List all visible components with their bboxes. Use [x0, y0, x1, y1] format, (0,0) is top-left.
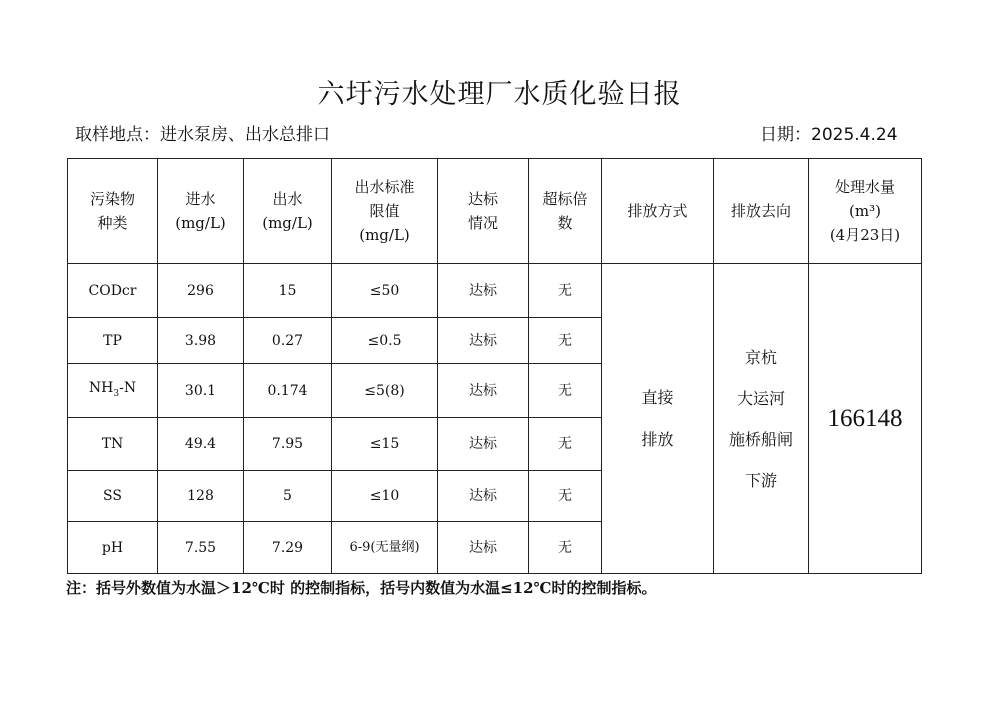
effluent-cell: 7.29 — [244, 522, 332, 574]
footnote: 注：括号外数值为水温＞12℃时 的控制指标，括号内数值为水温≤12℃时的控制指标。 — [66, 579, 657, 597]
table-row — [68, 264, 922, 318]
pollutant-cell — [68, 364, 158, 418]
header-compliance-line2: 情况 — [467, 214, 498, 232]
effluent-cell: 5 — [244, 471, 332, 522]
status-cell: 达标 — [438, 471, 529, 522]
header-volume-line2: (m³) — [849, 202, 881, 220]
influent-cell: 3.98 — [158, 318, 244, 364]
pollutant-tail: -N — [119, 379, 137, 396]
discharge-direction-line2: 大运河 — [736, 388, 785, 408]
limit-cell: 6-9(无量纲) — [332, 522, 438, 574]
status-cell: 达标 — [438, 418, 529, 471]
pollutant-cell: SS — [68, 471, 158, 522]
limit-cell: ≤15 — [332, 418, 438, 471]
influent-cell: 7.55 — [158, 522, 244, 574]
pollutant-cell: CODcr — [68, 264, 158, 318]
header-row — [68, 159, 922, 264]
effluent-cell: 0.174 — [244, 364, 332, 418]
header-limit-line3: (mg/L) — [359, 226, 410, 244]
influent-cell: 30.1 — [158, 364, 244, 418]
header-volume — [809, 159, 922, 264]
pollutant-subscript: 3 — [113, 388, 120, 399]
header-pollutant-line1: 污染物 — [89, 190, 135, 208]
header-pollutant-line2: 种类 — [97, 214, 128, 232]
effluent-cell: 0.27 — [244, 318, 332, 364]
header-effluent-line2: (mg/L) — [262, 214, 313, 232]
header-exceed-line2: 数 — [557, 214, 573, 232]
effluent-cell: 15 — [244, 264, 332, 318]
pollutant-cell: pH — [68, 522, 158, 574]
status-cell: 达标 — [438, 264, 529, 318]
header-volume-line3: (4月23日) — [829, 226, 901, 244]
header-limit-line2: 限值 — [369, 202, 400, 220]
treated-volume-value: 166148 — [809, 264, 922, 574]
page-title: 六圩污水处理厂水质化验日报 — [317, 79, 682, 110]
status-cell: 达标 — [438, 318, 529, 364]
header-influent-line1: 进水 — [185, 190, 216, 208]
discharge-direction-line1: 京杭 — [744, 347, 777, 367]
header-influent-line2: (mg/L) — [175, 214, 226, 232]
header-compliance-line1: 达标 — [467, 190, 498, 208]
header-pollutant — [68, 159, 158, 264]
header-compliance — [438, 159, 529, 264]
exceed-cell: 无 — [529, 471, 602, 522]
discharge-method-cell — [602, 264, 714, 574]
header-exceed-line1: 超标倍 — [542, 190, 588, 208]
header-effluent-line1: 出水 — [272, 190, 303, 208]
header-effluent — [244, 159, 332, 264]
influent-cell: 296 — [158, 264, 244, 318]
effluent-cell: 7.95 — [244, 418, 332, 471]
pollutant-main: NH — [88, 379, 114, 396]
water-quality-table — [67, 158, 922, 574]
limit-cell: ≤0.5 — [332, 318, 438, 364]
header-influent — [158, 159, 244, 264]
header-discharge-method: 排放方式 — [602, 159, 714, 264]
pollutant-cell: TN — [68, 418, 158, 471]
limit-cell: ≤5(8) — [332, 364, 438, 418]
report-date: 日期：2025.4.24 — [760, 125, 898, 145]
discharge-direction-line3: 施桥船闸 — [728, 429, 793, 449]
pollutant-cell: TP — [68, 318, 158, 364]
influent-cell: 128 — [158, 471, 244, 522]
header-limit — [332, 159, 438, 264]
discharge-direction-line4: 下游 — [744, 470, 777, 490]
limit-cell: ≤50 — [332, 264, 438, 318]
exceed-cell: 无 — [529, 364, 602, 418]
exceed-cell: 无 — [529, 264, 602, 318]
exceed-cell: 无 — [529, 318, 602, 364]
sampling-location: 取样地点：进水泵房、出水总排口 — [75, 125, 330, 145]
header-limit-line1: 出水标准 — [354, 178, 415, 196]
discharge-method-line2: 排放 — [641, 429, 674, 449]
status-cell: 达标 — [438, 364, 529, 418]
limit-cell: ≤10 — [332, 471, 438, 522]
influent-cell: 49.4 — [158, 418, 244, 471]
discharge-direction-cell — [714, 264, 809, 574]
header-exceed — [529, 159, 602, 264]
discharge-method-line1: 直接 — [641, 387, 674, 407]
header-discharge-direction: 排放去向 — [714, 159, 809, 264]
exceed-cell: 无 — [529, 522, 602, 574]
status-cell: 达标 — [438, 522, 529, 574]
exceed-cell: 无 — [529, 418, 602, 471]
header-volume-line1: 处理水量 — [834, 178, 895, 196]
